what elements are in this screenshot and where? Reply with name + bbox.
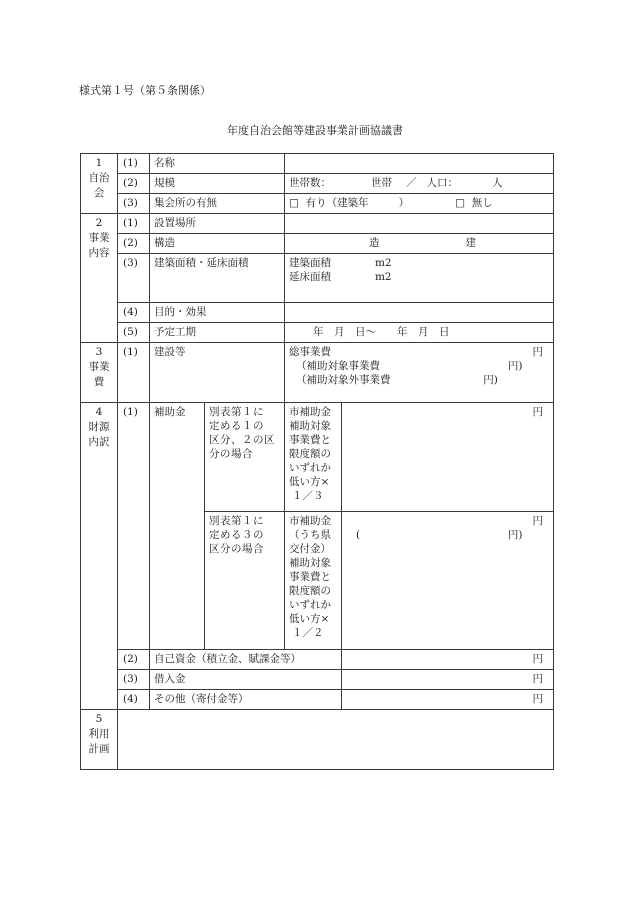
eligible-cost-label: （補助対象事業費 bbox=[296, 360, 380, 372]
case-b-amount-field[interactable] bbox=[342, 512, 554, 650]
yen-unit: 円) bbox=[507, 360, 523, 372]
row-label: 構造 bbox=[150, 234, 285, 254]
yen-unit: 円 bbox=[532, 406, 543, 418]
households-label: 世帯数： bbox=[289, 177, 331, 189]
own-funds-field[interactable] bbox=[342, 650, 554, 670]
building-area-label: 建築面積 bbox=[289, 257, 331, 269]
row-number: (1) bbox=[118, 403, 150, 650]
project-cost-field[interactable] bbox=[285, 343, 554, 403]
schedule-value: 年 月 日〜 年 月 日 bbox=[313, 326, 450, 338]
row-label: 建築面積・延床面積 bbox=[150, 254, 285, 303]
loans-field[interactable] bbox=[342, 670, 554, 690]
row-number: (2) bbox=[118, 234, 150, 254]
checkbox-no[interactable]: □ bbox=[455, 197, 466, 209]
section4-label: 4 財源 内訳 bbox=[81, 403, 118, 710]
row-subsidy-case-a bbox=[81, 403, 554, 512]
hall-existence-field bbox=[285, 194, 554, 214]
row-number: (1) bbox=[118, 343, 150, 403]
document-title: 年度自治会館等建設事業計画協議書 bbox=[227, 124, 403, 137]
row-own-funds bbox=[81, 650, 554, 670]
case-a-amount-field[interactable] bbox=[342, 403, 554, 512]
yen-unit: 円) bbox=[483, 374, 498, 386]
row-usage-plan bbox=[81, 710, 554, 770]
row-number: (1) bbox=[118, 154, 150, 174]
name-field[interactable] bbox=[285, 154, 554, 174]
yen-unit: 円 bbox=[532, 673, 543, 685]
yen-unit: 円 bbox=[532, 693, 543, 705]
row-label: 補助金 bbox=[150, 403, 205, 650]
row-number: (2) bbox=[118, 174, 150, 194]
area-unit-exponent: 2 bbox=[384, 272, 392, 283]
population-label: 人口： bbox=[426, 177, 458, 189]
row-number: (4) bbox=[118, 690, 150, 710]
checkbox-yes[interactable]: □ bbox=[289, 197, 299, 209]
structure-floors-unit: 建 bbox=[465, 237, 476, 249]
row-number: (3) bbox=[118, 194, 150, 214]
row-hall bbox=[81, 194, 554, 214]
floor-area-label: 延床面積 bbox=[289, 271, 331, 283]
area-field[interactable] bbox=[285, 254, 554, 303]
row-number: (3) bbox=[118, 670, 150, 690]
row-schedule bbox=[81, 323, 554, 343]
yen-unit: 円 bbox=[532, 346, 543, 358]
row-label: 規模 bbox=[150, 174, 285, 194]
location-field[interactable] bbox=[285, 214, 554, 234]
area-unit: m bbox=[375, 271, 385, 283]
row-label: 設置場所 bbox=[150, 214, 285, 234]
usage-plan-field[interactable] bbox=[118, 710, 554, 770]
option-yes-label: 有り（建築年 bbox=[305, 197, 369, 209]
form-number-label: 様式第１号（第５条関係） bbox=[79, 84, 211, 97]
section1-label: 1 自治 会 bbox=[81, 154, 118, 214]
section2-label: 2 事業 内容 bbox=[81, 214, 118, 343]
purpose-field[interactable] bbox=[285, 303, 554, 323]
schedule-field[interactable] bbox=[285, 323, 554, 343]
option-no-label: 無し bbox=[471, 197, 493, 209]
open-paren: ( bbox=[356, 529, 361, 541]
row-location bbox=[81, 214, 554, 234]
case-b-formula: 市補助金 （うち県 交付金） 補助対象 事業費と 限度額の いずれか 低い方× １／２ bbox=[285, 512, 342, 650]
row-purpose bbox=[81, 303, 554, 323]
row-number: (1) bbox=[118, 214, 150, 234]
row-scale bbox=[81, 174, 554, 194]
row-other bbox=[81, 690, 554, 710]
row-number: (2) bbox=[118, 650, 150, 670]
row-number: (4) bbox=[118, 303, 150, 323]
section5-label: 5 利用 計画 bbox=[81, 710, 118, 770]
scale-field[interactable] bbox=[285, 174, 554, 194]
total-cost-label: 総事業費 bbox=[289, 346, 331, 358]
yen-unit: 円 bbox=[532, 653, 543, 665]
area-unit: m bbox=[375, 257, 385, 269]
population-unit: 人 bbox=[492, 177, 503, 189]
ineligible-cost-label: （補助対象外事業費 bbox=[296, 374, 391, 386]
row-number: (5) bbox=[118, 323, 150, 343]
case-b-description: 別表第１に 定める３の 区分の場合 bbox=[205, 512, 285, 650]
case-a-description: 別表第１に 定める１の 区分、２の区 分の場合 bbox=[205, 403, 285, 512]
yen-unit: 円) bbox=[507, 529, 523, 541]
section3-label: 3 事業 費 bbox=[81, 343, 118, 403]
row-label: 名称 bbox=[150, 154, 285, 174]
row-label: 予定工期 bbox=[150, 323, 285, 343]
row-loans bbox=[81, 670, 554, 690]
row-structure bbox=[81, 234, 554, 254]
plan-form-table bbox=[80, 153, 554, 770]
households-unit: 世帯 bbox=[371, 177, 392, 189]
other-funds-field[interactable] bbox=[342, 690, 554, 710]
option-yes-close: ） bbox=[398, 197, 410, 209]
row-number: (3) bbox=[118, 254, 150, 303]
row-label: 自己資金（積立金、賦課金等） bbox=[150, 650, 342, 670]
row-label: 建設等 bbox=[150, 343, 285, 403]
row-label: その他（寄付金等） bbox=[150, 690, 342, 710]
row-label: 集会所の有無 bbox=[150, 194, 285, 214]
area-unit-exponent: 2 bbox=[384, 258, 392, 269]
yen-unit: 円 bbox=[532, 515, 543, 527]
row-area bbox=[81, 254, 554, 303]
case-a-formula: 市補助金 補助対象 事業費と 限度額の いずれか 低い方× １／３ bbox=[285, 403, 342, 512]
row-label: 借入金 bbox=[150, 670, 342, 690]
structure-type-unit: 造 bbox=[369, 237, 380, 249]
row-label: 目的・効果 bbox=[150, 303, 285, 323]
structure-field[interactable] bbox=[285, 234, 554, 254]
row-name bbox=[81, 154, 554, 174]
row-construction bbox=[81, 343, 554, 403]
separator: ／ bbox=[406, 177, 417, 189]
